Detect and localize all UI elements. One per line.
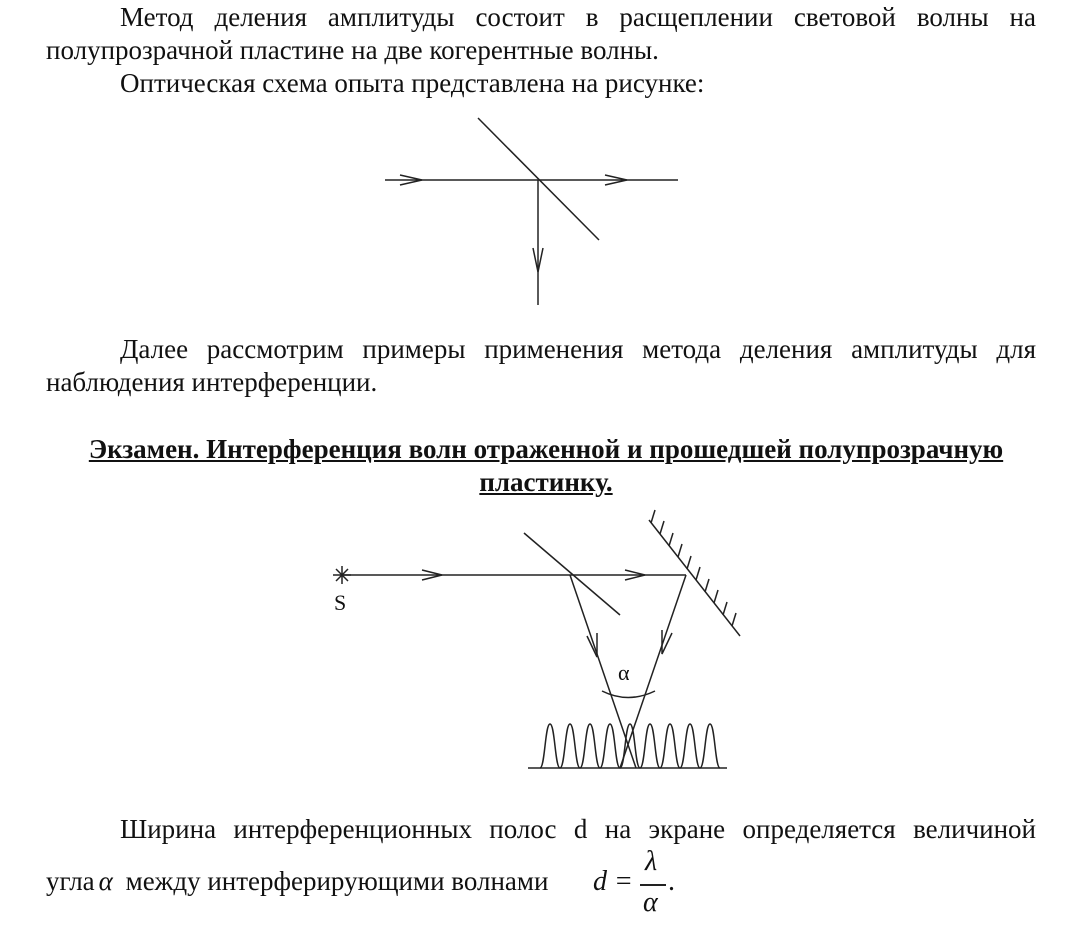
alpha-symbol: α [98, 866, 113, 896]
text-between-waves: между интерферирующими волнами [125, 866, 549, 896]
paragraph-examples-line2: наблюдения интерференции. [46, 367, 378, 397]
paragraph-scheme-intro: Оптическая схема опыта представлена на рисунке: [120, 68, 705, 98]
fraction-bar [640, 884, 666, 886]
paragraph-method-line2: полупрозрачной пластине на две когерентные волны. [46, 35, 659, 65]
section-heading-line2: пластинку. [479, 467, 613, 497]
angle-label: α [618, 660, 630, 685]
paragraph-width-line1: Ширина интерференционных полос d на экране определяется величиной [120, 814, 1036, 844]
mirror-hatching [651, 510, 736, 626]
formula-numerator: λ [645, 846, 658, 877]
paragraph-width-line2 [46, 865, 548, 898]
paragraph-examples-line1: Далее рассмотрим примеры применения метода деления амплитуды для [120, 334, 1036, 364]
paragraph-method-line1: Метод деления амплитуды состоит в расщеплении световой волны на [120, 2, 1036, 32]
mirror [649, 520, 740, 636]
formula-trail: . [668, 866, 675, 897]
interference-fringes [540, 724, 720, 768]
formula-lhs: d = [593, 866, 633, 897]
ray-from-plate-arrow [587, 633, 597, 657]
section-heading-line1: Экзамен. Интерференция волн отраженной и прошедшей полупрозрачную [88, 434, 1004, 464]
text-angle-word: угла [46, 866, 95, 896]
source-label: S [334, 590, 347, 615]
semi-transparent-plate-2 [524, 533, 620, 615]
formula-denominator: α [643, 887, 658, 918]
